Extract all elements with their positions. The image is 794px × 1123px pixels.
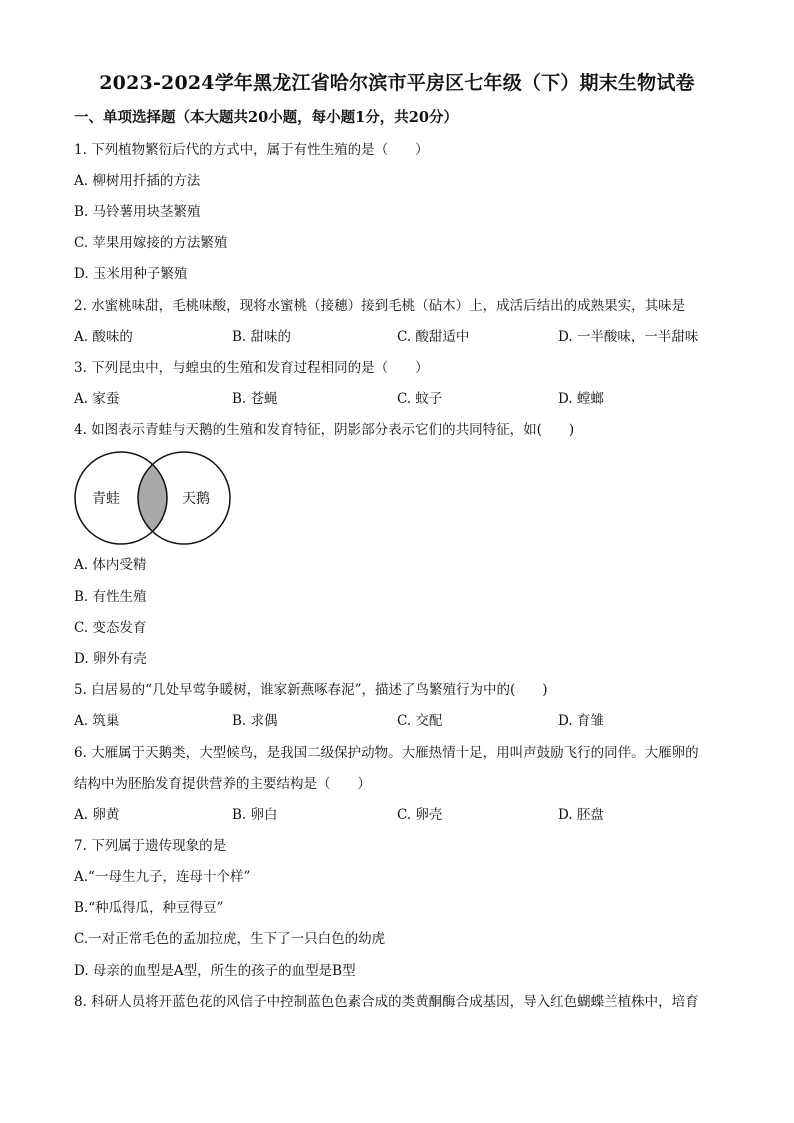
q6-option-d: D. 胚盘 — [558, 807, 604, 823]
question-6-stem-line2: 结构中为胚胎发育提供营养的主要结构是（ ） — [74, 776, 371, 792]
q3-option-d: D. 螳螂 — [558, 391, 604, 407]
q4-option-b: B. 有性生殖 — [74, 589, 147, 605]
q6-option-c: C. 卵壳 — [397, 807, 443, 823]
q7-option-c: C.一对正常毛色的孟加拉虎，生下了一只白色的幼虎 — [74, 931, 386, 947]
question-4-stem: 4. 如图表示青蛙与天鹅的生殖和发育特征，阴影部分表示它们的共同特征，如( ) — [74, 422, 575, 438]
q7-option-d: D. 母亲的血型是A型，所生的孩子的血型是B型 — [74, 963, 356, 979]
q4-option-d: D. 卵外有壳 — [74, 651, 147, 667]
q1-option-c: C. 苹果用嫁接的方法繁殖 — [74, 235, 228, 251]
question-3-stem: 3. 下列昆虫中，与蝗虫的生殖和发育过程相同的是（ ） — [74, 360, 429, 376]
question-5-stem: 5. 白居易的“几处早莺争暖树，谁家新燕啄春泥”，描述了鸟繁殖行为中的( ) — [74, 682, 548, 698]
section-heading: 一、单项选择题（本大题共20小题，每小题1分，共20分） — [74, 109, 458, 126]
exam-title: 2023-2024学年黑龙江省哈尔滨市平房区七年级（下）期末生物试卷 — [99, 72, 695, 94]
q4-option-a: A. 体内受精 — [74, 557, 147, 573]
q5-option-a: A. 筑巢 — [74, 713, 120, 729]
question-6-stem-line1: 6. 大雁属于天鹅类，大型候鸟，是我国二级保护动物。大雁热情十足，用叫声鼓励飞行的同伴。大雁卵的 — [74, 745, 699, 761]
venn-label-frog: 青蛙 — [92, 491, 120, 507]
q2-option-a: A. 酸味的 — [74, 329, 133, 345]
question-1-stem: 1. 下列植物繁衍后代的方式中，属于有性生殖的是（ ） — [74, 142, 429, 158]
q3-option-a: A. 家蚕 — [74, 391, 120, 407]
q7-option-a: A.“一母生九子，连母十个样” — [74, 869, 251, 885]
q3-option-b: B. 苍蝇 — [232, 391, 278, 407]
venn-label-swan: 天鹅 — [182, 491, 210, 507]
q6-option-a: A. 卵黄 — [74, 807, 120, 823]
q7-option-b: B.“种瓜得瓜，种豆得豆” — [74, 900, 224, 916]
venn-diagram — [74, 450, 234, 546]
q1-option-b: B. 马铃薯用块茎繁殖 — [74, 204, 201, 220]
q2-option-b: B. 甜味的 — [232, 329, 292, 345]
q1-option-a: A. 柳树用扦插的方法 — [74, 173, 201, 189]
question-8-stem: 8. 科研人员将开蓝色花的风信子中控制蓝色色素合成的类黄酮酶合成基因，导入红色蝴蝶兰植株中，培育 — [74, 994, 699, 1010]
q5-option-c: C. 交配 — [397, 713, 443, 729]
q6-option-b: B. 卵白 — [232, 807, 278, 823]
q2-option-c: C. 酸甜适中 — [397, 329, 470, 345]
q5-option-b: B. 求偶 — [232, 713, 278, 729]
q1-option-d: D. 玉米用种子繁殖 — [74, 266, 188, 282]
q4-option-c: C. 变态发育 — [74, 620, 147, 636]
q3-option-c: C. 蚊子 — [397, 391, 443, 407]
question-7-stem: 7. 下列属于遗传现象的是 — [74, 838, 227, 854]
q2-option-d: D. 一半酸味，一半甜味 — [558, 329, 699, 345]
question-2-stem: 2. 水蜜桃味甜，毛桃味酸，现将水蜜桃（接穗）接到毛桃（砧木）上，成活后结出的成熟果实，其味是 — [74, 298, 686, 314]
q5-option-d: D. 育雏 — [558, 713, 604, 729]
